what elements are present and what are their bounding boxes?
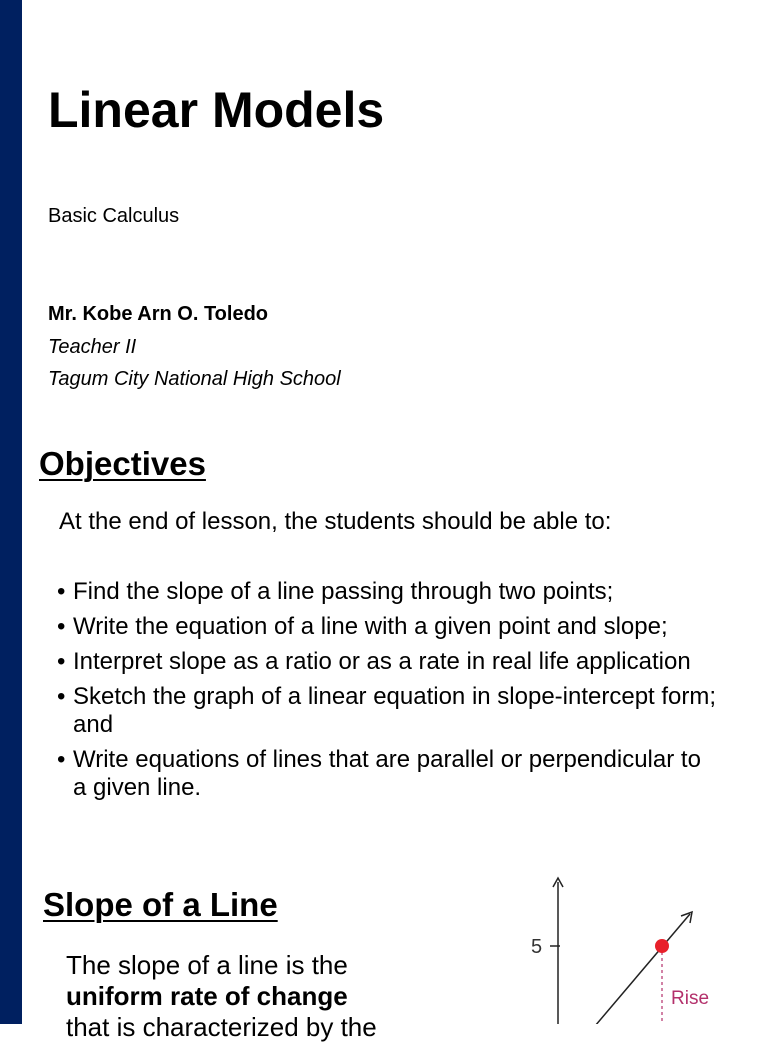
slope-text-bold: uniform rate of change (66, 981, 348, 1011)
bullet-icon: • (57, 578, 66, 605)
objective-item (57, 613, 717, 641)
objective-text: Sketch the graph of a linear equation in slope-intercept form; and (73, 683, 717, 738)
slope-graph (505, 870, 735, 1024)
objectives-heading: Objectives (39, 445, 206, 482)
objective-item (57, 746, 717, 802)
slope-text-line-3: that is characterized by the (66, 1012, 377, 1042)
objective-text: Write equations of lines that are parallel or perpendicular to a given line. (73, 746, 701, 801)
slope-text-line-1: The slope of a line is the (66, 950, 348, 980)
author-school: Tagum City National High School (48, 368, 341, 390)
rise-label: Rise (671, 988, 710, 1009)
objective-item (57, 578, 717, 606)
y-tick-label: 5 (531, 936, 543, 958)
author-block (48, 298, 341, 396)
bullet-icon: • (57, 613, 66, 640)
objective-item (57, 648, 717, 676)
bullet-icon: • (57, 683, 66, 710)
bullet-icon: • (57, 746, 66, 773)
page-title: Linear Models (48, 82, 385, 138)
objective-text: Find the slope of a line passing through two points; (73, 578, 614, 605)
author-name: Mr. Kobe Arn O. Toledo (48, 303, 268, 325)
bullet-icon: • (57, 648, 66, 675)
objectives-list (57, 578, 717, 809)
slope-definition-text (66, 950, 446, 1043)
left-accent-bar (0, 0, 22, 1024)
author-role: Teacher II (48, 335, 137, 358)
objective-text: Interpret slope as a ratio or as a rate in real life application (73, 648, 691, 675)
slope-heading: Slope of a Line (43, 886, 278, 923)
objective-text: Write the equation of a line with a given point and slope; (73, 613, 668, 640)
objectives-intro: At the end of lesson, the students should be able to: (59, 508, 612, 535)
objective-item (57, 683, 717, 739)
graph-point (655, 939, 669, 953)
subtitle: Basic Calculus (48, 205, 180, 227)
